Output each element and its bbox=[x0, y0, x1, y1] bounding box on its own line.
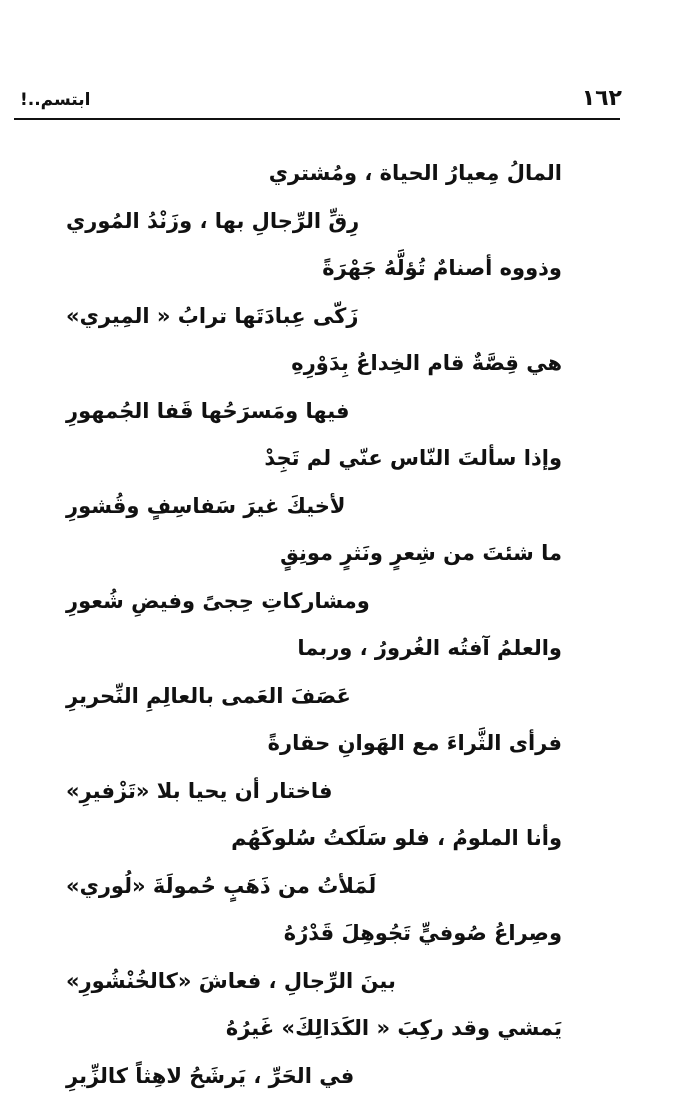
verse-line: وصِراعُ صُوفيٍّ تَجُوهِلَ قَدْرُهُ bbox=[0, 910, 680, 958]
verse-line: زَكّى عِبادَتَها ترابُ « المِيري» bbox=[0, 293, 680, 341]
page-header bbox=[0, 82, 680, 118]
verse-line: فرأى الثَّراءَ مع الهَوانِ حقارةً bbox=[0, 720, 680, 768]
verse-line: فيها ومَسرَحُها قَفا الجُمهورِ bbox=[0, 388, 680, 436]
verse-line: بينَ الرِّجالِ ، فعاشَ «كالخُنْشُورِ» bbox=[0, 958, 680, 1006]
running-title: ابتسم..! bbox=[20, 86, 90, 114]
verse-line: وذووه أصنامٌ تُؤلَّهُ جَهْرَةً bbox=[0, 245, 680, 293]
page-number: ١٦٢ bbox=[582, 84, 622, 114]
verse-line: هي قِصَّةٌ قام الخِداعُ بِدَوْرِهِ bbox=[0, 340, 680, 388]
verse-line: يَمشي وقد ركِبَ « الكَدَالِكَ» غَيرُهُ bbox=[0, 1005, 680, 1053]
verse-line: لَمَلأتُ من ذَهَبٍ حُمولَةَ «لُوري» bbox=[0, 863, 680, 911]
verse-line: عَصَفَ العَمى بالعالِمِ النِّحريرِ bbox=[0, 673, 680, 721]
verse-line: لأخيكَ غيرَ سَفاسِفٍ وقُشورِ bbox=[0, 483, 680, 531]
poem bbox=[0, 150, 680, 1100]
verse-line: ما شئتَ من شِعرٍ ونَثرٍ مونِقٍ bbox=[0, 530, 680, 578]
verse-line: وإذا سألتَ النّاس عنّي لم تَجِدْ bbox=[0, 435, 680, 483]
verse-line: وأنا الملومُ ، فلو سَلَكتُ سُلوكَهُم bbox=[0, 815, 680, 863]
verse-line: ومشاركاتِ حِجىً وفيضِ شُعورِ bbox=[0, 578, 680, 626]
header-rule bbox=[14, 118, 620, 120]
verse-line: فاختار أن يحيا بلا «تَزْفيرِ» bbox=[0, 768, 680, 816]
verse-line: رِقِّ الرِّجالِ بها ، وزَنْدُ المُوري bbox=[0, 198, 680, 246]
verse-line: المالُ مِعيارُ الحياة ، ومُشتري bbox=[0, 150, 680, 198]
verse-line: في الحَرِّ ، يَرشَحُ لاهِثاً كالزِّيرِ bbox=[0, 1053, 680, 1100]
verse-line: والعلمُ آفتُه الغُرورُ ، وربما bbox=[0, 625, 680, 673]
